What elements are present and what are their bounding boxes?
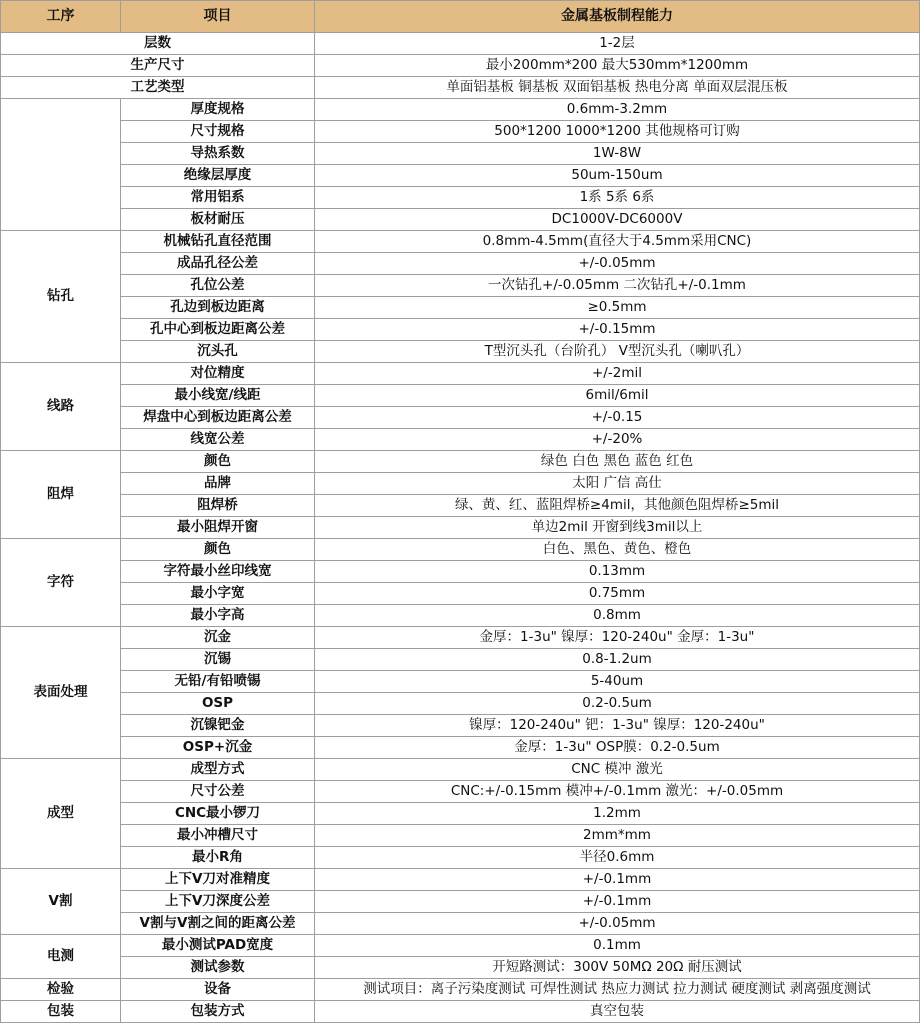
item-label: 机械钻孔直径范围 <box>121 231 315 253</box>
capability-value: 金厚：1-3u" 镍厚：120-240u" 金厚：1-3u" <box>315 627 920 649</box>
process-label: 电测 <box>1 935 121 979</box>
item-label: 无铅/有铅喷锡 <box>121 671 315 693</box>
process-label: 钻孔 <box>1 231 121 363</box>
table-row <box>1 627 920 649</box>
item-label: 最小线宽/线距 <box>121 385 315 407</box>
capability-value: CNC 模冲 激光 <box>315 759 920 781</box>
item-label: 最小字宽 <box>121 583 315 605</box>
item-label: V割与V割之间的距离公差 <box>121 913 315 935</box>
capability-value: 0.6mm-3.2mm <box>315 99 920 121</box>
capability-value: 单边2mil 开窗到线3mil以上 <box>315 517 920 539</box>
item-label: 焊盘中心到板边距离公差 <box>121 407 315 429</box>
capability-value: 测试项目：离子污染度测试 可焊性测试 热应力测试 拉力测试 硬度测试 剥离强度测试 <box>315 979 920 1001</box>
capability-value: DC1000V-DC6000V <box>315 209 920 231</box>
capability-value: 单面铝基板 铜基板 双面铝基板 热电分离 单面双层混压板 <box>315 77 920 99</box>
item-label: 沉镍钯金 <box>121 715 315 737</box>
item-label: 板材耐压 <box>121 209 315 231</box>
table-row <box>1 891 920 913</box>
header-item: 项目 <box>121 1 315 33</box>
process-label: 表面处理 <box>1 627 121 759</box>
item-label: 上下V刀对准精度 <box>121 869 315 891</box>
table-row <box>1 187 920 209</box>
table-row <box>1 913 920 935</box>
item-label: 导热系数 <box>121 143 315 165</box>
capability-value: 1W-8W <box>315 143 920 165</box>
item-label: 孔位公差 <box>121 275 315 297</box>
capability-value: 500*1200 1000*1200 其他规格可订购 <box>315 121 920 143</box>
capability-value: 金厚：1-3u" OSP膜：0.2-0.5um <box>315 737 920 759</box>
process-label: 检验 <box>1 979 121 1001</box>
table-row <box>1 605 920 627</box>
item-label: 沉锡 <box>121 649 315 671</box>
process-label: V割 <box>1 869 121 935</box>
capability-value: 开短路测试：300V 50MΩ 20Ω 耐压测试 <box>315 957 920 979</box>
table-row <box>1 363 920 385</box>
capability-value: 0.2-0.5um <box>315 693 920 715</box>
table-row <box>1 1001 920 1023</box>
table-row <box>1 253 920 275</box>
table-row <box>1 99 920 121</box>
capability-value: +/-0.1mm <box>315 869 920 891</box>
table-row <box>1 495 920 517</box>
item-label: 孔边到板边距离 <box>121 297 315 319</box>
item-label: 尺寸公差 <box>121 781 315 803</box>
table-row <box>1 143 920 165</box>
item-label: 字符最小丝印线宽 <box>121 561 315 583</box>
table-row <box>1 407 920 429</box>
table-row <box>1 715 920 737</box>
capability-value: 1系 5系 6系 <box>315 187 920 209</box>
table-row <box>1 429 920 451</box>
item-label: 颜色 <box>121 451 315 473</box>
table-row <box>1 121 920 143</box>
table-row <box>1 979 920 1001</box>
item-label: 线宽公差 <box>121 429 315 451</box>
table-row <box>1 693 920 715</box>
item-label: 最小R角 <box>121 847 315 869</box>
capability-value: 0.8mm-4.5mm(直径大于4.5mm采用CNC) <box>315 231 920 253</box>
table-row <box>1 957 920 979</box>
item-label: 最小阻焊开窗 <box>121 517 315 539</box>
capability-value: 0.1mm <box>315 935 920 957</box>
capability-value: 绿、黄、红、蓝阻焊桥≥4mil，其他颜色阻焊桥≥5mil <box>315 495 920 517</box>
capability-value: 半径0.6mm <box>315 847 920 869</box>
capability-value: 50um-150um <box>315 165 920 187</box>
item-label: 孔中心到板边距离公差 <box>121 319 315 341</box>
process-label: 阻焊 <box>1 451 121 539</box>
item-label: 沉头孔 <box>121 341 315 363</box>
capability-value: +/-2mil <box>315 363 920 385</box>
item-label: 常用铝系 <box>121 187 315 209</box>
table-row <box>1 385 920 407</box>
capability-value: 绿色 白色 黑色 蓝色 红色 <box>315 451 920 473</box>
table-row <box>1 539 920 561</box>
item-label: 尺寸规格 <box>121 121 315 143</box>
item-label: 品牌 <box>121 473 315 495</box>
capability-value: 6mil/6mil <box>315 385 920 407</box>
table-row <box>1 165 920 187</box>
capability-value: +/-0.05mm <box>315 253 920 275</box>
item-label: 设备 <box>121 979 315 1001</box>
table-row <box>1 935 920 957</box>
capability-value: 0.8-1.2um <box>315 649 920 671</box>
capability-value: +/-20% <box>315 429 920 451</box>
table-row <box>1 803 920 825</box>
item-label: OSP+沉金 <box>121 737 315 759</box>
process-label <box>1 99 121 231</box>
table-row <box>1 649 920 671</box>
process-label: 成型 <box>1 759 121 869</box>
table-row <box>1 55 920 77</box>
table-row <box>1 561 920 583</box>
item-label: 对位精度 <box>121 363 315 385</box>
item-label: 成品孔径公差 <box>121 253 315 275</box>
capability-value: CNC:+/-0.15mm 模冲+/-0.1mm 激光：+/-0.05mm <box>315 781 920 803</box>
item-label: 成型方式 <box>121 759 315 781</box>
capability-value: 0.13mm <box>315 561 920 583</box>
table-row <box>1 231 920 253</box>
capability-value: 1-2层 <box>315 33 920 55</box>
capability-value: 太阳 广信 高仕 <box>315 473 920 495</box>
header-row <box>1 1 920 33</box>
item-label: 包装方式 <box>121 1001 315 1023</box>
table-row <box>1 275 920 297</box>
capability-value: 0.75mm <box>315 583 920 605</box>
table-row <box>1 671 920 693</box>
item-label: CNC最小锣刀 <box>121 803 315 825</box>
table-row <box>1 319 920 341</box>
table-row <box>1 517 920 539</box>
table-row <box>1 737 920 759</box>
table-row <box>1 759 920 781</box>
capability-value: +/-0.15 <box>315 407 920 429</box>
item-label: 厚度规格 <box>121 99 315 121</box>
table-row <box>1 825 920 847</box>
table-row <box>1 297 920 319</box>
process-label: 包装 <box>1 1001 121 1023</box>
item-label: 颜色 <box>121 539 315 561</box>
item-label: 测试参数 <box>121 957 315 979</box>
table-row <box>1 33 920 55</box>
table-row <box>1 341 920 363</box>
process-label: 层数 <box>1 33 315 55</box>
capability-value: 镍厚：120-240u" 钯：1-3u" 镍厚：120-240u" <box>315 715 920 737</box>
capability-value: +/-0.05mm <box>315 913 920 935</box>
capability-value: 白色、黑色、黄色、橙色 <box>315 539 920 561</box>
table-row <box>1 781 920 803</box>
capability-value: 2mm*mm <box>315 825 920 847</box>
item-label: 上下V刀深度公差 <box>121 891 315 913</box>
process-label: 字符 <box>1 539 121 627</box>
table-row <box>1 869 920 891</box>
capability-value: ≥0.5mm <box>315 297 920 319</box>
item-label: 最小字高 <box>121 605 315 627</box>
item-label: 沉金 <box>121 627 315 649</box>
capability-value: 一次钻孔+/-0.05mm 二次钻孔+/-0.1mm <box>315 275 920 297</box>
process-label: 线路 <box>1 363 121 451</box>
item-label: OSP <box>121 693 315 715</box>
header-capability: 金属基板制程能力 <box>315 1 920 33</box>
item-label: 绝缘层厚度 <box>121 165 315 187</box>
item-label: 最小冲槽尺寸 <box>121 825 315 847</box>
capability-value: 5-40um <box>315 671 920 693</box>
capability-value: +/-0.15mm <box>315 319 920 341</box>
capability-value: 真空包装 <box>315 1001 920 1023</box>
capability-value: +/-0.1mm <box>315 891 920 913</box>
capability-value: 1.2mm <box>315 803 920 825</box>
table-body <box>1 33 920 1023</box>
header-process: 工序 <box>1 1 121 33</box>
capability-value: 0.8mm <box>315 605 920 627</box>
process-label: 生产尺寸 <box>1 55 315 77</box>
table-row <box>1 451 920 473</box>
process-label: 工艺类型 <box>1 77 315 99</box>
table-row <box>1 583 920 605</box>
table-row <box>1 473 920 495</box>
table-row <box>1 847 920 869</box>
table-row <box>1 77 920 99</box>
item-label: 最小测试PAD宽度 <box>121 935 315 957</box>
table-row <box>1 209 920 231</box>
item-label: 阻焊桥 <box>121 495 315 517</box>
capability-value: 最小200mm*200 最大530mm*1200mm <box>315 55 920 77</box>
capability-value: T型沉头孔（台阶孔） V型沉头孔（喇叭孔） <box>315 341 920 363</box>
